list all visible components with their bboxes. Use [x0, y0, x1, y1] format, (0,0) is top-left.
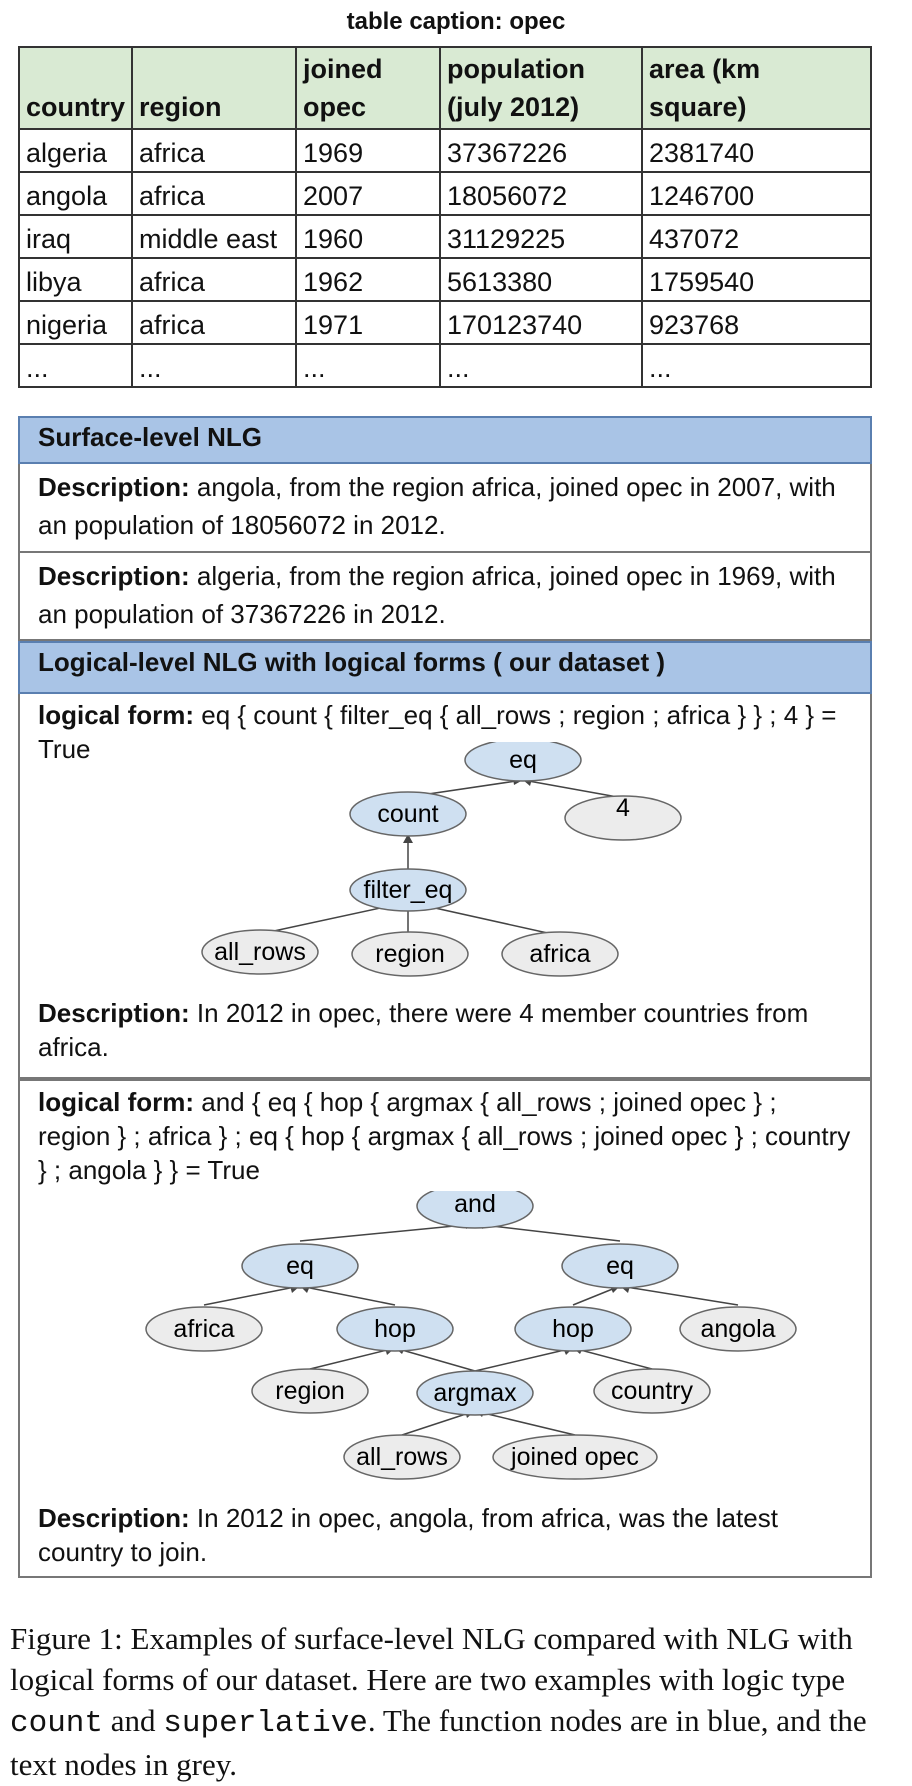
node-all-rows	[344, 1435, 460, 1479]
svg-text:all_rows: all_rows	[356, 1443, 448, 1471]
table-header-row	[19, 47, 871, 129]
node-all-rows	[202, 930, 318, 974]
cell: 18056072	[440, 172, 642, 215]
svg-text:africa: africa	[529, 940, 591, 968]
header-region: region	[132, 47, 296, 129]
node-count	[350, 792, 466, 836]
logical-example-1	[18, 694, 872, 1079]
cell: ...	[440, 344, 642, 387]
cell: 1246700	[642, 172, 871, 215]
node-africa	[146, 1307, 262, 1351]
cell: 1971	[296, 301, 440, 344]
node-hop-left	[337, 1307, 453, 1351]
node-argmax	[417, 1371, 533, 1415]
cell: 1969	[296, 129, 440, 172]
cell: 2007	[296, 172, 440, 215]
description-1: Description: In 2012 in opec, there were 4 member countries from africa.	[38, 998, 809, 1062]
table-row	[19, 344, 871, 387]
node-eq	[465, 742, 581, 781]
header-population: population (july 2012)	[440, 47, 642, 129]
node-africa	[502, 932, 618, 976]
cell: 2381740	[642, 129, 871, 172]
node-hop-right	[515, 1307, 631, 1351]
node-region	[352, 932, 468, 976]
cell: africa	[132, 129, 296, 172]
header-area: area (km square)	[642, 47, 871, 129]
node-eq-right	[562, 1244, 678, 1288]
cell: middle east	[132, 215, 296, 258]
cell: ...	[19, 344, 132, 387]
node-4	[565, 794, 681, 840]
cell: algeria	[19, 129, 132, 172]
cell: 37367226	[440, 129, 642, 172]
logical-form-2: logical form: and { eq { hop { argmax { all_rows ; joined opec } ; region } ; africa } ; eq { hop { argmax { all_rows ; joined opec } ; country } ; angola } } = True	[38, 1087, 851, 1185]
node-region	[252, 1369, 368, 1413]
svg-text:eq: eq	[286, 1252, 314, 1280]
node-country	[594, 1369, 710, 1413]
svg-text:hop: hop	[552, 1315, 594, 1343]
cell: 1759540	[642, 258, 871, 301]
description-text: angola, from the region africa, joined opec in 2007, with an population of 18056072 in 2012.	[38, 472, 836, 540]
table-row	[19, 129, 871, 172]
header-joined-opec: joined opec	[296, 47, 440, 129]
description-2: Description: In 2012 in opec, angola, from africa, was the latest country to join.	[38, 1503, 778, 1567]
svg-text:filter_eq: filter_eq	[363, 876, 453, 904]
cell: ...	[296, 344, 440, 387]
cell: nigeria	[19, 301, 132, 344]
opec-table-container	[18, 46, 872, 388]
cell: africa	[132, 258, 296, 301]
surface-level-header: Surface-level NLG	[18, 416, 872, 464]
cell: africa	[132, 301, 296, 344]
svg-text:eq: eq	[509, 746, 537, 774]
table-caption: table caption: opec	[346, 8, 566, 35]
header-country: country	[19, 47, 132, 129]
table-row	[19, 172, 871, 215]
table-row	[19, 301, 871, 344]
svg-text:region: region	[275, 1377, 345, 1405]
logical-form-1: logical form: eq { count { filter_eq { all_rows ; region ; africa } } ; 4 } = True	[38, 700, 837, 764]
svg-text:argmax: argmax	[433, 1379, 517, 1407]
node-and	[417, 1191, 533, 1228]
cell: 1962	[296, 258, 440, 301]
opec-table	[18, 46, 872, 388]
svg-text:angola: angola	[700, 1315, 776, 1343]
cell: angola	[19, 172, 132, 215]
cell: africa	[132, 172, 296, 215]
logical-level-header: Logical-level NLG with logical forms ( our dataset )	[18, 641, 872, 694]
svg-text:country: country	[611, 1377, 693, 1405]
svg-text:count: count	[377, 800, 439, 828]
figure-caption: Figure 1: Examples of surface-level NLG compared with NLG with logical forms of our dataset. Here are two examples with logic type count and superlative. The function nodes are in blue, and the text nodes in grey.	[10, 1621, 867, 1782]
logical-example-2	[18, 1079, 872, 1578]
svg-text:4: 4	[616, 794, 630, 822]
description-label: Description:	[38, 472, 190, 502]
logical-tree-2	[20, 1191, 838, 1536]
code-count: count	[10, 1706, 104, 1741]
cell: ...	[642, 344, 871, 387]
svg-text:all_rows: all_rows	[214, 938, 306, 966]
table-row	[19, 258, 871, 301]
code-superlative: superlative	[163, 1706, 368, 1741]
cell: libya	[19, 258, 132, 301]
surface-description-1	[18, 464, 872, 553]
svg-text:and: and	[454, 1191, 496, 1218]
svg-text:joined opec: joined opec	[511, 1443, 639, 1471]
svg-text:eq: eq	[606, 1252, 634, 1280]
node-eq-left	[242, 1244, 358, 1288]
surface-description-2	[18, 553, 872, 641]
cell: iraq	[19, 215, 132, 258]
logical-tree-1	[20, 742, 838, 992]
description-text: algeria, from the region africa, joined opec in 1969, with an population of 37367226 in 2012.	[38, 561, 836, 629]
node-angola	[680, 1307, 796, 1351]
cell: 1960	[296, 215, 440, 258]
cell: 437072	[642, 215, 871, 258]
cell: 5613380	[440, 258, 642, 301]
cell: 170123740	[440, 301, 642, 344]
svg-text:region: region	[375, 940, 445, 968]
svg-text:hop: hop	[374, 1315, 416, 1343]
cell: 31129225	[440, 215, 642, 258]
cell: 923768	[642, 301, 871, 344]
svg-text:africa: africa	[173, 1315, 235, 1343]
node-filter-eq	[350, 869, 466, 911]
node-joined-opec	[493, 1435, 657, 1479]
description-label: Description:	[38, 561, 190, 591]
table-row	[19, 215, 871, 258]
cell: ...	[132, 344, 296, 387]
